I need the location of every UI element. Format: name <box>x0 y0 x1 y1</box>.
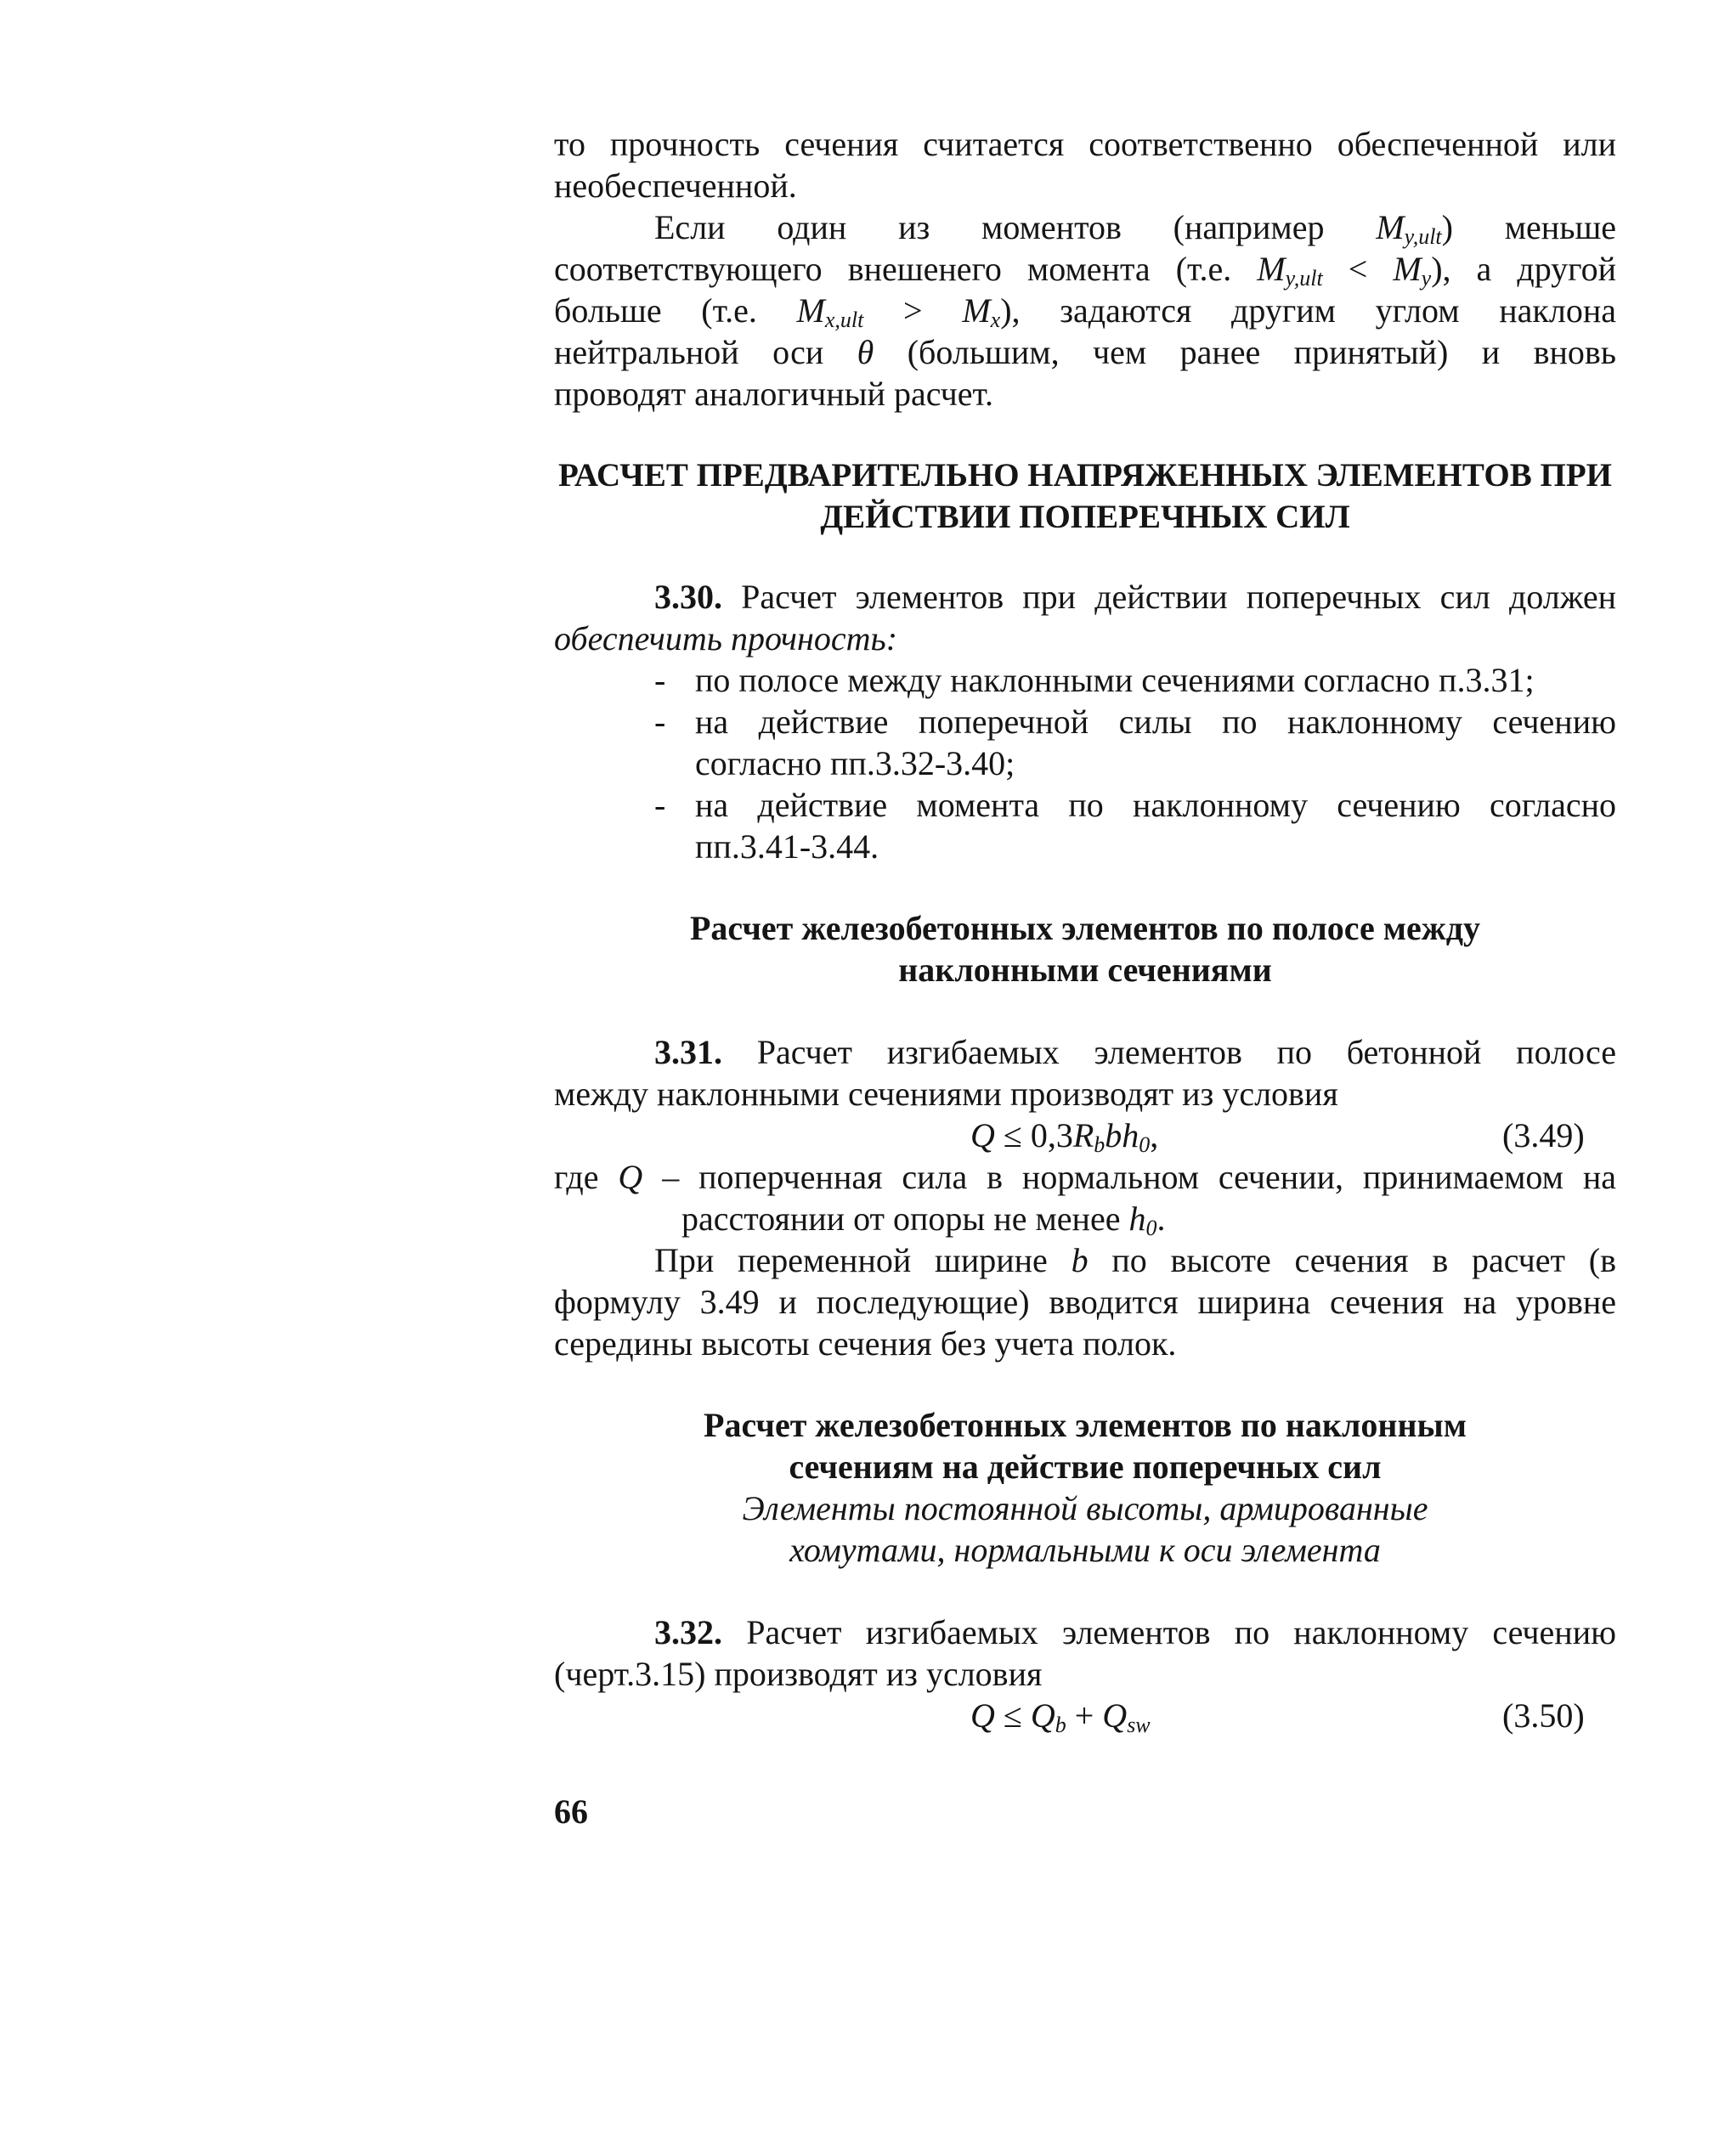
clause-number: 3.32. <box>654 1613 722 1651</box>
subsection-heading-2-line-1: Расчет железобетонных элементов по наклонным <box>704 1406 1467 1444</box>
moments-line-1: Если один из моментов (например $M_{y,ult}$) меньше <box>654 208 1617 249</box>
bullet-item-2-line-1: на действие поперечной силы по наклонному сечению <box>695 703 1616 741</box>
where-line-2: расстоянии от опоры не менее $h_0$. <box>681 1199 1166 1240</box>
clause-3-30-line-1: 3.30. Расчет элементов при действии поперечных сил должен <box>654 578 1616 616</box>
page-number: 66 <box>554 1792 588 1831</box>
variable-width-line-3: середины высоты сечения без учета полок. <box>554 1324 1177 1363</box>
clause-number: 3.31. <box>654 1033 722 1071</box>
subsection-heading-2-line-2: сечениям на действие поперечных сил <box>789 1448 1382 1486</box>
bullet-item-1: по полосе между наклонными сечениями согласно п.3.31; <box>695 661 1535 699</box>
clause-3-30-line-2: обеспечить прочность: <box>554 619 898 658</box>
moments-line-3: больше (т.е. $M_{x,ult} > M_x$), задаются другим углом наклона <box>554 291 1616 332</box>
moments-line-5: проводят аналогичный расчет. <box>554 375 993 413</box>
variable-width-line-1: При переменной ширине b по высоте сечения в расчет (в <box>654 1241 1616 1279</box>
subheading-italic-line-1: Элементы постоянной высоты, армированные <box>742 1489 1428 1527</box>
bullet-item-3-line-1: на действие момента по наклонному сечению согласно <box>695 786 1616 824</box>
bullet-dash: - <box>654 661 666 699</box>
intro-line-2: необеспеченной. <box>554 166 797 205</box>
clause-3-32-line-1: 3.32. Расчет изгибаемых элементов по наклонному сечению <box>654 1613 1616 1651</box>
clause-3-31-line-1: 3.31. Расчет изгибаемых элементов по бетонной полосе <box>654 1033 1616 1071</box>
formula-3-49: $Q \le 0,3R_bbh_0$, <box>970 1116 1159 1157</box>
clause-number: 3.30. <box>654 578 722 616</box>
formula-3-50: $Q \le Q_b + Q_{sw}$ <box>970 1696 1151 1737</box>
moments-line-4: нейтральной оси θ (большим, чем ранее принятый) и вновь <box>554 333 1617 371</box>
clause-3-31-line-2: между наклонными сечениями производят из условия <box>554 1075 1338 1113</box>
bullet-item-2-line-2: согласно пп.3.32-3.40; <box>695 744 1015 782</box>
where-line-1: где Q – поперченная сила в нормальном сечении, принимаемом на <box>554 1158 1616 1196</box>
bullet-dash: - <box>654 703 666 741</box>
equation-number: (3.49) <box>1502 1116 1585 1154</box>
variable-width-line-2: формулу 3.49 и последующие) вводится ширина сечения на уровне <box>554 1283 1616 1321</box>
subsection-heading-line-2: наклонными сечениями <box>898 951 1272 989</box>
clause-3-32-line-2: (черт.3.15) производят из условия <box>554 1655 1043 1693</box>
subheading-italic-line-2: хомутами, нормальными к оси элемента <box>789 1531 1381 1569</box>
section-heading-line-2: ДЕЙСТВИИ ПОПЕРЕЧНЫХ СИЛ <box>820 499 1350 535</box>
subsection-heading-line-1: Расчет железобетонных элементов по полосе между <box>689 909 1481 947</box>
bullet-item-3-line-2: пп.3.41-3.44. <box>695 827 879 866</box>
equation-number: (3.50) <box>1502 1696 1585 1735</box>
bullet-dash: - <box>654 786 666 824</box>
intro-line-1: то прочность сечения считается соответственно обеспеченной или <box>554 125 1616 163</box>
section-heading-line-1: РАСЧЕТ ПРЕДВАРИТЕЛЬНО НАПРЯЖЕННЫХ ЭЛЕМЕНТОВ ПРИ <box>558 457 1612 494</box>
moments-line-2: соответствующего внешенего момента (т.е. $M_{y,ult} < M_y$), а другой <box>554 250 1616 291</box>
